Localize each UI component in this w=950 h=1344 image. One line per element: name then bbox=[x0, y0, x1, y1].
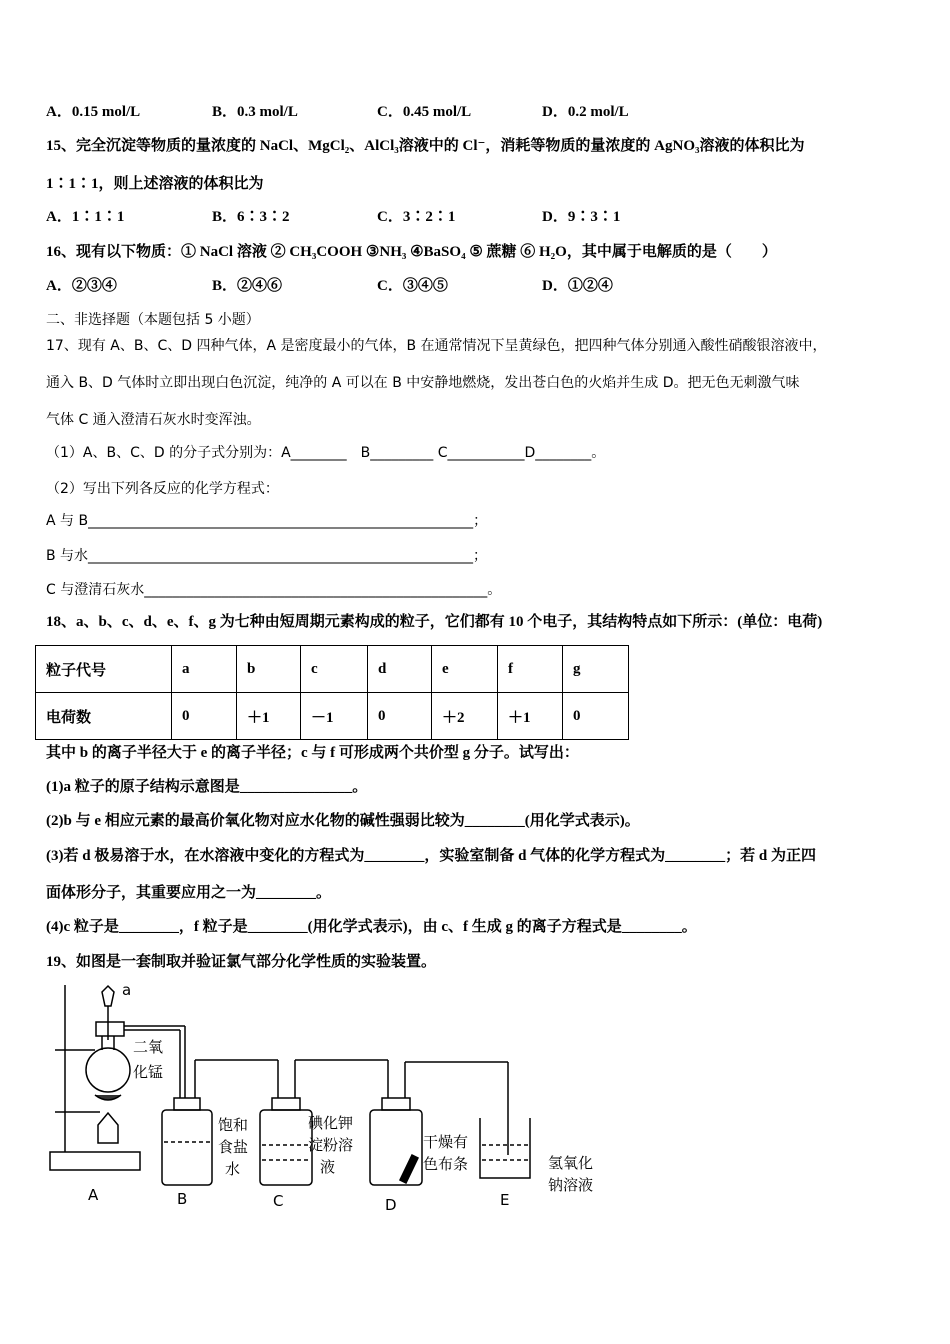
q17-part1: （1）A、B、C、D 的分子式分别为：A________ B_________ C___________D________。 bbox=[46, 445, 606, 461]
q18-part1: (1)a 粒子的原子结构示意图是_______________。 bbox=[46, 779, 368, 795]
q17-blank-bwater: B 与水_______________________________________________________； bbox=[46, 548, 488, 564]
label-A: A bbox=[88, 1186, 99, 1204]
q15-stem-cont: 1∶1∶1，则上述溶液的体积比为 bbox=[46, 176, 264, 192]
table-cell: e bbox=[432, 646, 498, 693]
q18-part2: (2)b 与 e 相应元素的最高价氧化物对应水化物的碱性强弱比较为________(用化学式表示)。 bbox=[46, 813, 640, 829]
label-C: C bbox=[273, 1192, 284, 1210]
q17-line: 17、现有 A、B、C、D 四种气体，A 是密度最小的气体，B 在通常情况下呈黄绿色，把四种气体分别通入酸性硝酸银溶液中， bbox=[46, 338, 827, 354]
table-cell: 0 bbox=[563, 693, 629, 740]
q19-stem: 19、如图是一套制取并验证氯气部分化学性质的实验装置。 bbox=[46, 954, 437, 970]
label-ki: 淀粉溶 bbox=[308, 1136, 354, 1154]
q16-stem: 16、现有以下物质：① NaCl 溶液 ② CH₃COOH ③NH₃ ④BaSO₄ ⑤ 蔗糖 ⑥ H₂O，其中属于电解质的是（ ） bbox=[46, 244, 777, 260]
label-mno2: 二氧 bbox=[133, 1038, 164, 1056]
q17-line: 通入 B、D 气体时立即出现白色沉淀，纯净的 A 可以在 B 中安静地燃烧，发出苍白色的火焰并生成 D。把无色无刺激气味 bbox=[46, 375, 800, 391]
q17-blank-clime: C 与澄清石灰水_________________________________________________。 bbox=[46, 582, 502, 598]
label-naoh: 钠溶液 bbox=[548, 1176, 594, 1194]
label-mno2: 化锰 bbox=[133, 1063, 164, 1081]
q16-option-b[interactable]: B．②④⑥ bbox=[212, 278, 283, 294]
q17-blank-ab: A 与 B_______________________________________________________； bbox=[46, 513, 488, 529]
table-cell: 粒子代号 bbox=[36, 646, 172, 693]
q17-line: 气体 C 通入澄清石灰水时变浑浊。 bbox=[46, 412, 261, 428]
q15-stem: 15、完全沉淀等物质的量浓度的 NaCl、MgCl₂、AlCl₃溶液中的 Cl⁻，消耗等物质的量浓度的 AgNO₃溶液的体积比为 bbox=[46, 138, 805, 154]
label-a: a bbox=[122, 981, 132, 999]
q15-option-c[interactable]: C．3∶2∶1 bbox=[377, 209, 456, 225]
q15-option-d[interactable]: D．9∶3∶1 bbox=[542, 209, 621, 225]
q14-option-d[interactable]: D．0.2 mol/L bbox=[542, 104, 629, 120]
table-cell: c bbox=[301, 646, 368, 693]
q14-option-b[interactable]: B．0.3 mol/L bbox=[212, 104, 298, 120]
q18-part4: (4)c 粒子是________，f 粒子是________(用化学式表示)，由 c、f 生成 g 的离子方程式是________。 bbox=[46, 919, 697, 935]
q15-option-b[interactable]: B．6∶3∶2 bbox=[212, 209, 290, 225]
table-cell: －1 bbox=[301, 693, 368, 740]
table-cell: 0 bbox=[368, 693, 432, 740]
label-ki: 碘化钾 bbox=[308, 1114, 354, 1132]
table-cell: g bbox=[563, 646, 629, 693]
label-cloth: 色布条 bbox=[423, 1155, 469, 1173]
table-cell: d bbox=[368, 646, 432, 693]
q14-option-c[interactable]: C．0.45 mol/L bbox=[377, 104, 472, 120]
table-header-row bbox=[36, 646, 629, 693]
label-naoh: 氢氧化 bbox=[548, 1154, 594, 1172]
table-cell: 电荷数 bbox=[36, 693, 172, 740]
q16-option-c[interactable]: C．③④⑤ bbox=[377, 278, 448, 294]
label-E: E bbox=[500, 1191, 510, 1209]
q18-part3: (3)若 d 极易溶于水，在水溶液中变化的方程式为________，实验室制备 d 气体的化学方程式为________；若 d 为正四 bbox=[46, 848, 817, 864]
table-cell: a bbox=[172, 646, 237, 693]
label-cloth: 干燥有 bbox=[423, 1133, 469, 1151]
q15-option-a[interactable]: A．1∶1∶1 bbox=[46, 209, 125, 225]
table-cell: ＋2 bbox=[432, 693, 498, 740]
particle-table bbox=[35, 645, 629, 740]
q16-option-a[interactable]: A．②③④ bbox=[46, 278, 117, 294]
label-brine: 水 bbox=[225, 1160, 241, 1178]
q18-line: 其中 b 的离子半径大于 e 的离子半径；c 与 f 可形成两个共价型 g 分子。试写出： bbox=[46, 745, 579, 761]
table-cell: f bbox=[498, 646, 563, 693]
label-ki: 液 bbox=[320, 1158, 336, 1176]
table-cell: ＋1 bbox=[498, 693, 563, 740]
table-cell: b bbox=[237, 646, 301, 693]
table-cell: 0 bbox=[172, 693, 237, 740]
q16-option-d[interactable]: D．①②④ bbox=[542, 278, 613, 294]
label-D: D bbox=[385, 1196, 397, 1214]
table-cell: ＋1 bbox=[237, 693, 301, 740]
q14-option-a[interactable]: A．0.15 mol/L bbox=[46, 104, 141, 120]
apparatus-diagram bbox=[40, 980, 620, 1220]
label-brine: 食盐 bbox=[218, 1138, 249, 1156]
q18-part3-cont: 面体形分子，其重要应用之一为________。 bbox=[46, 885, 332, 901]
q18-intro: 18、a、b、c、d、e、f、g 为七种由短周期元素构成的粒子，它们都有 10 个电子，其结构特点如下所示：(单位：电荷) bbox=[46, 614, 823, 630]
label-B: B bbox=[177, 1190, 188, 1208]
beaker-e bbox=[480, 1118, 530, 1178]
section-heading: 二、非选择题（本题包括 5 小题） bbox=[46, 312, 260, 328]
label-brine: 饱和 bbox=[218, 1116, 249, 1134]
q17-part2: （2）写出下列各反应的化学方程式： bbox=[46, 481, 279, 497]
table-row bbox=[36, 693, 629, 740]
